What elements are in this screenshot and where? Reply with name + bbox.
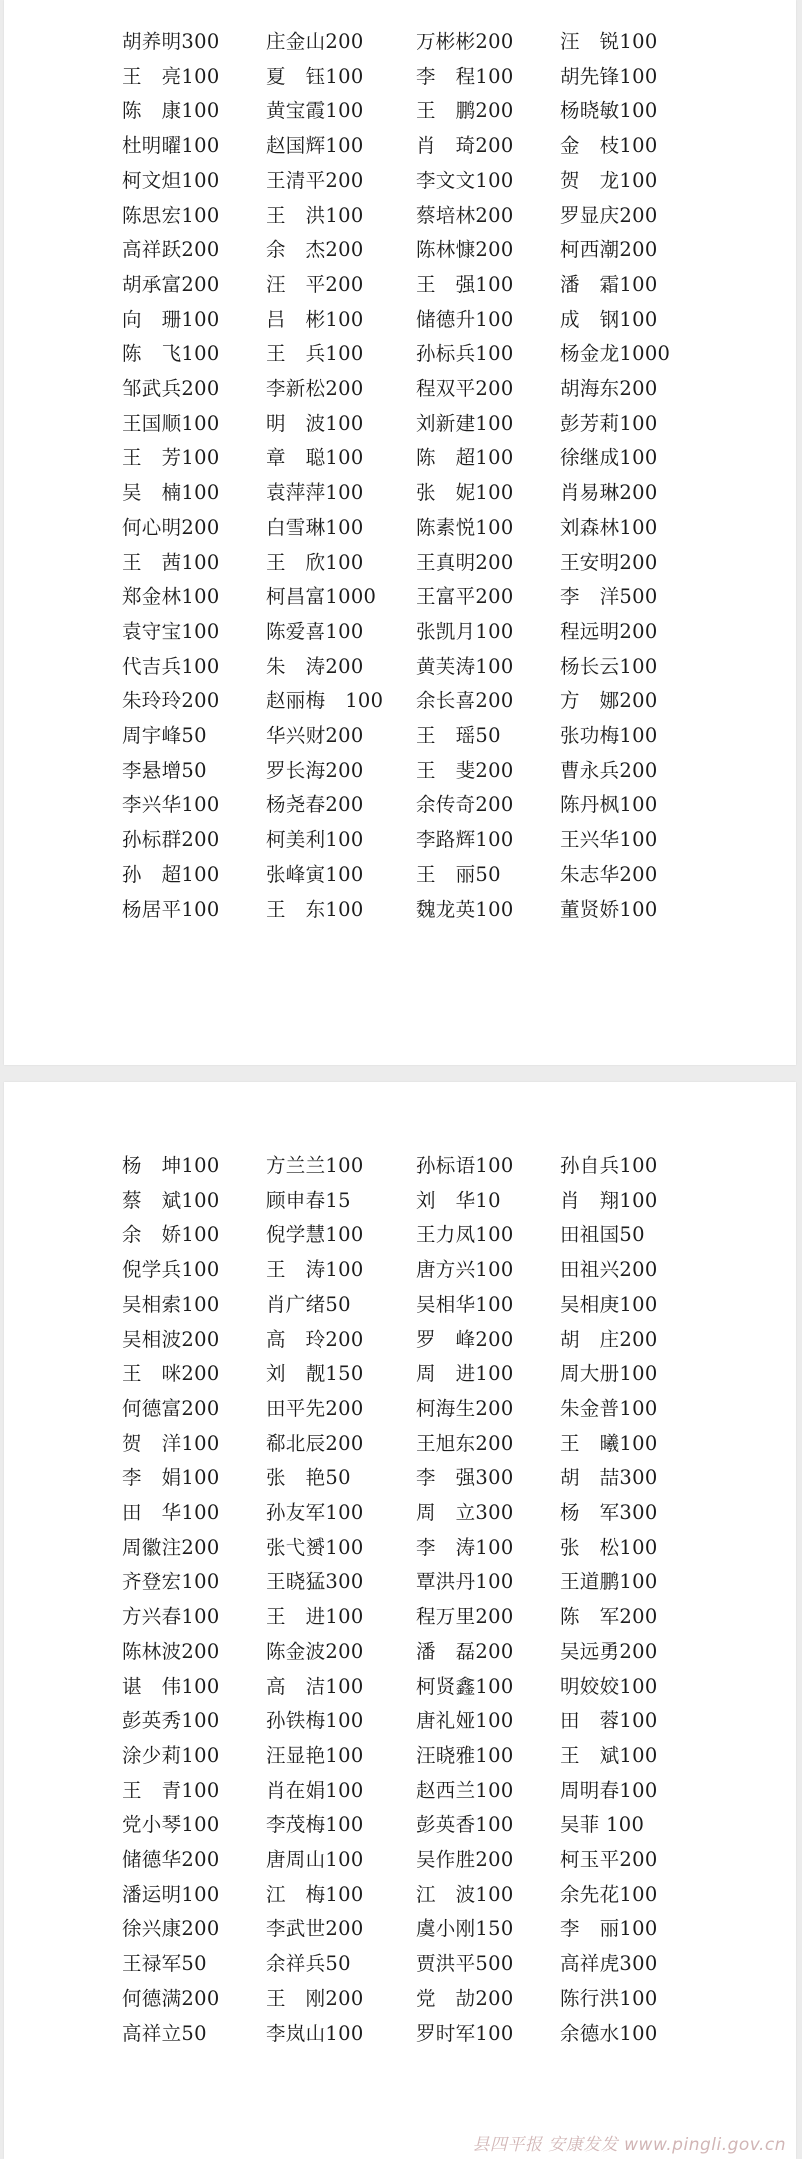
donor-entry: 柯贤鑫100: [416, 1674, 514, 1698]
donor-entry: 李 强300: [416, 1466, 514, 1490]
donor-entry: 吕 彬100: [266, 307, 364, 331]
donor-entry: 柯西潮200: [560, 238, 658, 262]
donor-row: [4, 1947, 796, 1981]
donor-entry: 王 东100: [266, 897, 364, 921]
donor-entry: 王国顺100: [122, 411, 220, 435]
donor-entry: 吴菲 100: [560, 1813, 645, 1837]
donor-entry: 胡承富200: [122, 272, 220, 296]
donor-entry: 顾申春15: [266, 1188, 351, 1212]
donor-entry: 党小琴100: [122, 1813, 220, 1837]
donor-entry: 赵国辉100: [266, 134, 364, 158]
donor-entry: 高祥虎300: [560, 1952, 658, 1976]
donor-row: [4, 893, 796, 927]
donor-entry: 杨居平100: [122, 897, 220, 921]
donor-entry: 王 瑶50: [416, 724, 501, 747]
donor-entry: 王 斌100: [560, 1743, 658, 1767]
donor-entry: 孙自兵100: [560, 1154, 658, 1177]
donor-row: [4, 441, 796, 475]
donor-entry: 吴相索100: [122, 1292, 220, 1316]
donor-entry: 明姣姣100: [560, 1674, 658, 1698]
donor-entry: 田祖兴200: [560, 1258, 658, 1282]
donor-entry: 王力凤100: [416, 1223, 514, 1247]
donor-entry: 程远明200: [560, 619, 658, 643]
donor-entry: 吴相庚100: [560, 1292, 658, 1316]
donor-entry: 王 强100: [416, 272, 514, 296]
donor-entry: 张凯月100: [416, 619, 514, 643]
donor-entry: 柯美利100: [266, 828, 364, 852]
donor-entry: 彭芳莉100: [560, 411, 658, 435]
donor-row: [4, 233, 796, 267]
donor-entry: 何心明200: [122, 515, 220, 539]
donor-entry: 陈林慷200: [416, 238, 514, 262]
donor-row: [4, 1704, 796, 1738]
donor-entry: 陈 军200: [560, 1605, 658, 1629]
donor-entry: 虞小刚150: [416, 1917, 514, 1941]
donor-entry: 齐登宏100: [122, 1570, 220, 1594]
donor-entry: 王清平200: [266, 168, 364, 192]
donor-entry: 吴作胜200: [416, 1848, 514, 1871]
donor-entry: 赵西兰100: [416, 1778, 514, 1802]
donor-entry: 王禄军50: [122, 1952, 207, 1976]
donor-row: [4, 303, 796, 337]
donor-entry: 刘森林100: [560, 515, 658, 539]
donor-entry: 朱志华200: [560, 862, 658, 886]
donor-entry: 刘 华10: [416, 1188, 501, 1212]
donor-entry: 曹永兵200: [560, 758, 658, 782]
donor-row: [4, 1600, 796, 1634]
donor-entry: 田 华100: [122, 1501, 220, 1524]
donor-entry: 王旭东200: [416, 1431, 514, 1455]
donor-entry: 胡海东200: [560, 377, 658, 400]
donor-entry: 李武世200: [266, 1917, 364, 1941]
donor-entry: 唐礼娅100: [416, 1709, 514, 1733]
donor-row: [4, 268, 796, 302]
donor-entry: 王 刚200: [266, 1986, 364, 2010]
donor-entry: 方兴春100: [122, 1605, 220, 1629]
donor-entry: 江 梅100: [266, 1882, 364, 1906]
donor-entry: 杨 军300: [560, 1501, 658, 1524]
donor-row: [4, 1461, 796, 1495]
donor-entry: 成 钢100: [560, 307, 658, 331]
donor-entry: 余先花100: [560, 1882, 658, 1906]
donor-entry: 赵丽梅 100: [266, 689, 384, 713]
donor-row: [4, 60, 796, 94]
donor-entry: 章 聪100: [266, 446, 364, 470]
donor-entry: 贺 洋100: [122, 1431, 220, 1455]
donor-entry: 李 程100: [416, 64, 514, 88]
donor-entry: 余祥兵50: [266, 1952, 351, 1976]
donor-entry: 余德水100: [560, 2021, 658, 2045]
donor-row: [4, 823, 796, 857]
donor-entry: 陈素悦100: [416, 515, 514, 539]
donor-entry: 杨 坤100: [122, 1154, 220, 1177]
donor-entry: 周 进100: [416, 1362, 514, 1386]
donor-entry: 潘运明100: [122, 1882, 220, 1906]
donor-entry: 张弋赟100: [266, 1535, 364, 1559]
donor-entry: 方兰兰100: [266, 1154, 364, 1177]
donor-entry: 王安明200: [560, 550, 658, 574]
donor-entry: 柯海生200: [416, 1396, 514, 1420]
donor-entry: 杨尧春200: [266, 793, 364, 817]
donor-entry: 汪 锐100: [560, 30, 658, 53]
donor-entry: 王 涛100: [266, 1258, 364, 1282]
donor-entry: 彭英香100: [416, 1813, 514, 1837]
donor-entry: 余长喜200: [416, 689, 514, 713]
donor-entry: 陈丹枫100: [560, 793, 658, 817]
donor-entry: 袁守宝100: [122, 619, 220, 643]
donor-entry: 胡 庄200: [560, 1327, 658, 1351]
donor-entry: 汪晓雅100: [416, 1743, 514, 1767]
donor-entry: 黄芙涛100: [416, 654, 514, 678]
donor-entry: 罗长海200: [266, 758, 364, 782]
donor-entry: 高祥立50: [122, 2021, 207, 2045]
donor-entry: 孙标群200: [122, 828, 220, 852]
donor-entry: 田平先200: [266, 1396, 364, 1420]
donor-entry: 郑金林100: [122, 585, 220, 609]
donor-entry: 田祖国50: [560, 1223, 645, 1247]
donor-row: [4, 476, 796, 510]
donor-entry: 王道鹏100: [560, 1570, 658, 1594]
donor-entry: 金 枝100: [560, 134, 658, 158]
donor-entry: 李文文100: [416, 168, 514, 192]
donor-entry: 江 波100: [416, 1882, 514, 1906]
donor-row: [4, 1878, 796, 1912]
donor-entry: 肖 翔100: [560, 1188, 658, 1212]
donor-entry: 贺 龙100: [560, 168, 658, 192]
donor-row: [4, 580, 796, 614]
donor-entry: 华兴财200: [266, 724, 364, 747]
donor-entry: 吴 楠100: [122, 481, 220, 505]
donor-row: [4, 615, 796, 649]
donor-row: [4, 337, 796, 371]
donor-entry: 李 洋500: [560, 585, 658, 609]
donor-entry: 吴相波200: [122, 1327, 220, 1351]
donor-entry: 孙标语100: [416, 1154, 514, 1177]
donor-entry: 肖 琦200: [416, 134, 514, 158]
donor-entry: 李新松200: [266, 377, 364, 400]
donor-entry: 储德华200: [122, 1848, 220, 1871]
donor-entry: 肖易琳200: [560, 481, 658, 505]
donor-entry: 谌 伟100: [122, 1674, 220, 1698]
donor-entry: 胡 喆300: [560, 1466, 658, 1490]
document-page-2: [4, 1082, 796, 2159]
donor-entry: 何德满200: [122, 1986, 220, 2010]
donor-row: [4, 650, 796, 684]
donor-row: [4, 684, 796, 718]
donor-row: [4, 546, 796, 580]
donor-row: [4, 1670, 796, 1704]
donor-entry: 孙友军100: [266, 1501, 364, 1524]
donor-row: [4, 1843, 796, 1877]
donor-row: [4, 1808, 796, 1842]
donor-entry: 方 娜200: [560, 689, 658, 713]
donor-row: [4, 407, 796, 441]
donor-entry: 胡养明300: [122, 30, 220, 53]
donor-row: [4, 1565, 796, 1599]
donor-row: [4, 94, 796, 128]
donor-entry: 明 波100: [266, 411, 364, 435]
donor-entry: 杜明曜100: [122, 134, 220, 158]
donor-entry: 李 丽100: [560, 1917, 658, 1941]
donor-entry: 王 洪100: [266, 203, 364, 227]
donor-entry: 李路辉100: [416, 828, 514, 852]
donor-entry: 杨长云100: [560, 654, 658, 678]
donor-entry: 蔡 斌100: [122, 1188, 220, 1212]
donor-entry: 李茂梅100: [266, 1813, 364, 1837]
donor-entry: 向 珊100: [122, 307, 220, 331]
donor-entry: 张 松100: [560, 1535, 658, 1559]
donor-entry: 唐周山100: [266, 1848, 364, 1871]
donor-entry: 李岚山100: [266, 2021, 364, 2045]
donor-entry: 张功梅100: [560, 724, 658, 747]
donor-entry: 肖在娟100: [266, 1778, 364, 1802]
donor-entry: 程双平200: [416, 377, 514, 400]
donor-entry: 李悬增50: [122, 758, 207, 782]
donor-entry: 储德升100: [416, 307, 514, 331]
donor-entry: 王真明200: [416, 550, 514, 574]
donor-entry: 朱 涛200: [266, 654, 364, 678]
donor-entry: 吴远勇200: [560, 1639, 658, 1663]
donor-row: [4, 511, 796, 545]
donor-entry: 王 亮100: [122, 64, 220, 88]
donor-entry: 余传奇200: [416, 793, 514, 817]
donor-row: [4, 1427, 796, 1461]
donor-entry: 倪学兵100: [122, 1258, 220, 1282]
donor-entry: 潘 霜100: [560, 272, 658, 296]
donor-row: [4, 1392, 796, 1426]
donor-entry: 周 立300: [416, 1501, 514, 1524]
donor-entry: 徐继成100: [560, 446, 658, 470]
donor-entry: 柯玉平200: [560, 1848, 658, 1871]
donor-entry: 王 丽50: [416, 862, 501, 886]
donor-row: [4, 1149, 796, 1183]
donor-entry: 高 洁100: [266, 1674, 364, 1698]
document-page-1: [4, 0, 796, 1065]
donor-entry: 周宇峰50: [122, 724, 207, 747]
donor-entry: 黄宝霞100: [266, 99, 364, 123]
donor-entry: 罗 峰200: [416, 1327, 514, 1351]
donor-row: [4, 1774, 796, 1808]
donor-entry: 杨金龙1000: [560, 342, 671, 366]
donor-row: [4, 858, 796, 892]
donor-entry: 柯文炟100: [122, 168, 220, 192]
donor-entry: 张 艳50: [266, 1466, 351, 1490]
donor-row: [4, 719, 796, 753]
donor-entry: 倪学慧100: [266, 1223, 364, 1247]
donor-entry: 陈思宏100: [122, 203, 220, 227]
donor-entry: 代吉兵100: [122, 654, 220, 678]
donor-entry: 贾洪平500: [416, 1952, 514, 1976]
donor-row: [4, 788, 796, 822]
donor-entry: 郗北辰200: [266, 1431, 364, 1455]
donor-row: [4, 1912, 796, 1946]
donor-entry: 王 茜100: [122, 550, 220, 574]
site-watermark: 县四平报 安康发发 www.pingli.gov.cn: [472, 2135, 786, 2155]
donor-entry: 李 涛100: [416, 1535, 514, 1559]
donor-entry: 李兴华100: [122, 793, 220, 817]
donor-row: [4, 1531, 796, 1565]
donor-entry: 彭英秀100: [122, 1709, 220, 1733]
donor-row: [4, 25, 796, 59]
donor-entry: 王富平200: [416, 585, 514, 609]
donor-entry: 余 娇100: [122, 1223, 220, 1247]
donor-entry: 唐方兴100: [416, 1258, 514, 1282]
donor-entry: 陈 超100: [416, 446, 514, 470]
donor-entry: 田 蓉100: [560, 1709, 658, 1733]
donor-entry: 孙铁梅100: [266, 1709, 364, 1733]
donor-entry: 陈行洪100: [560, 1986, 658, 2010]
donor-entry: 庄金山200: [266, 30, 364, 53]
donor-entry: 陈 飞100: [122, 342, 220, 366]
donor-entry: 程万里200: [416, 1605, 514, 1629]
donor-row: [4, 1323, 796, 1357]
donor-entry: 邹武兵200: [122, 377, 220, 400]
donor-entry: 覃洪丹100: [416, 1570, 514, 1594]
donor-row: [4, 2017, 796, 2051]
donor-entry: 党 劼200: [416, 1986, 514, 2010]
donor-entry: 王 进100: [266, 1605, 364, 1629]
donor-entry: 王 青100: [122, 1778, 220, 1802]
donor-entry: 陈爱喜100: [266, 619, 364, 643]
donor-row: [4, 1253, 796, 1287]
donor-entry: 高 玲200: [266, 1327, 364, 1351]
donor-row: [4, 1982, 796, 2016]
donor-entry: 柯昌富1000: [266, 585, 377, 609]
donor-entry: 王 欣100: [266, 550, 364, 574]
donor-entry: 胡先锋100: [560, 64, 658, 88]
donor-entry: 朱玲玲200: [122, 689, 220, 713]
donor-entry: 万彬彬200: [416, 30, 514, 53]
donor-entry: 王 咪200: [122, 1362, 220, 1386]
donor-entry: 魏龙英100: [416, 897, 514, 921]
donor-entry: 余 杰200: [266, 238, 364, 262]
donor-entry: 白雪琳100: [266, 515, 364, 539]
donor-entry: 杨晓敏100: [560, 99, 658, 123]
donor-entry: 王 鹏200: [416, 99, 514, 123]
donor-entry: 袁萍萍100: [266, 481, 364, 505]
donor-entry: 肖广绪50: [266, 1292, 351, 1316]
donor-entry: 陈金波200: [266, 1639, 364, 1663]
donor-entry: 孙标兵100: [416, 342, 514, 366]
donor-entry: 周明春100: [560, 1778, 658, 1802]
donor-entry: 王晓猛300: [266, 1570, 364, 1594]
donor-row: [4, 164, 796, 198]
donor-entry: 罗显庆200: [560, 203, 658, 227]
donor-entry: 汪显艳100: [266, 1743, 364, 1767]
donor-entry: 周大册100: [560, 1362, 658, 1386]
donor-entry: 夏 钰100: [266, 64, 364, 88]
donor-entry: 王 兵100: [266, 342, 364, 366]
donor-entry: 涂少莉100: [122, 1743, 220, 1767]
donor-entry: 高祥跃200: [122, 238, 220, 262]
donor-entry: 孙 超100: [122, 862, 220, 886]
donor-entry: 潘 磊200: [416, 1639, 514, 1663]
donor-entry: 张 妮100: [416, 481, 514, 505]
donor-entry: 刘新建100: [416, 411, 514, 435]
donor-row: [4, 372, 796, 406]
donor-entry: 蔡培林200: [416, 203, 514, 227]
donor-row: [4, 754, 796, 788]
donor-entry: 王 芳100: [122, 446, 220, 470]
donor-entry: 陈林波200: [122, 1639, 220, 1663]
donor-entry: 王兴华100: [560, 828, 658, 852]
donor-entry: 王 斐200: [416, 758, 514, 782]
donor-entry: 刘 靓150: [266, 1362, 364, 1386]
donor-entry: 张峰寅100: [266, 862, 364, 886]
donor-row: [4, 1739, 796, 1773]
donor-entry: 汪 平200: [266, 272, 364, 296]
donor-row: [4, 1288, 796, 1322]
donor-row: [4, 1635, 796, 1669]
donor-entry: 罗时军100: [416, 2021, 514, 2045]
donor-row: [4, 129, 796, 163]
donor-row: [4, 1218, 796, 1252]
donor-entry: 朱金普100: [560, 1396, 658, 1420]
donor-row: [4, 1496, 796, 1530]
donor-entry: 何德富200: [122, 1396, 220, 1420]
donor-entry: 徐兴康200: [122, 1917, 220, 1941]
donor-entry: 吴相华100: [416, 1292, 514, 1316]
donor-entry: 周徽注200: [122, 1535, 220, 1559]
donor-row: [4, 1184, 796, 1218]
donor-entry: 李 娟100: [122, 1466, 220, 1490]
donor-row: [4, 1357, 796, 1391]
donor-row: [4, 199, 796, 233]
donor-entry: 董贤娇100: [560, 897, 658, 921]
donor-entry: 陈 康100: [122, 99, 220, 123]
donor-entry: 王 曦100: [560, 1431, 658, 1455]
